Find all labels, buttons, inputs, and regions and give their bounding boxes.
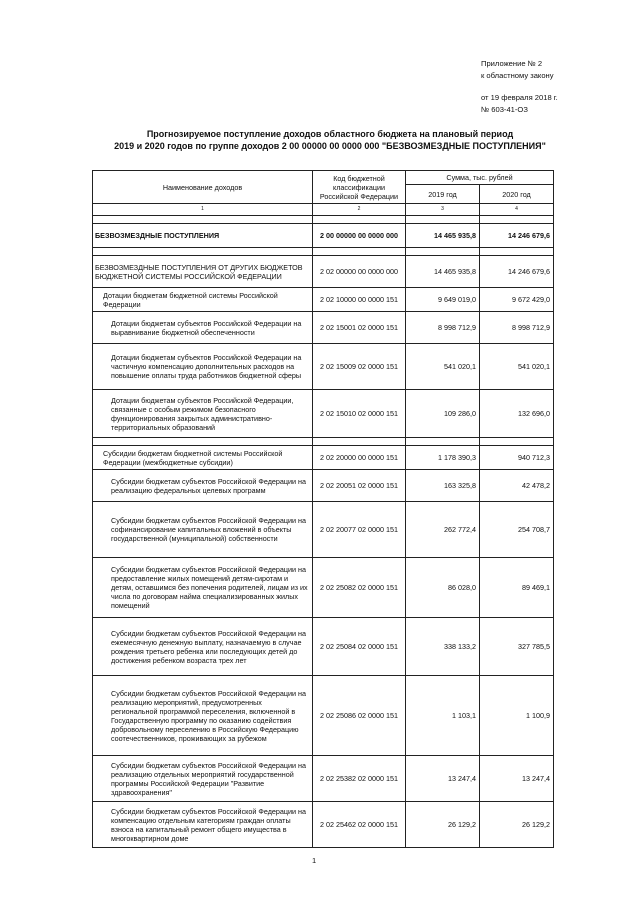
appendix-line: к областному закону xyxy=(481,70,554,80)
header-code: Код бюджетной классификации Российской Федерации xyxy=(313,171,406,204)
appendix-line: № 603-41-ОЗ xyxy=(481,104,528,114)
row-value-2019: 262 772,4 xyxy=(406,502,480,558)
row-code: 2 02 15001 02 0000 151 xyxy=(313,312,406,344)
table-row xyxy=(93,312,554,344)
row-code: 2 02 25382 02 0000 151 xyxy=(313,756,406,802)
row-code: 2 02 15010 02 0000 151 xyxy=(313,390,406,438)
header-name: Наименование доходов xyxy=(93,171,313,204)
row-code: 2 02 25082 02 0000 151 xyxy=(313,558,406,618)
page-number: 1 xyxy=(312,856,317,865)
row-name: Субсидии бюджетам субъектов Российской Федерации на реализацию мероприятий, предусмотренных региональной программой переселения, включенной в Государственную программу по оказанию содействия добровольному переселению в Российскую Федерацию соотечественников, проживающих за рубежом xyxy=(93,676,313,756)
table-row xyxy=(93,676,554,756)
row-code: 2 02 20077 02 0000 151 xyxy=(313,502,406,558)
row-name: Дотации бюджетам бюджетной системы Российской Федерации xyxy=(93,288,313,312)
row-value-2019: 163 325,8 xyxy=(406,470,480,502)
row-name: Субсидии бюджетам субъектов Российской Федерации на компенсацию отдельным категориям граждан оплаты взноса на капитальный ремонт общего имущества в многоквартирном доме xyxy=(93,802,313,848)
title-line: 2019 и 2020 годов по группе доходов 2 00 00000 00 0000 000 "БЕЗВОЗМЕЗДНЫЕ ПОСТУПЛЕНИЯ" xyxy=(114,141,546,151)
row-value-2020: 14 246 679,6 xyxy=(480,256,554,288)
table-row xyxy=(93,502,554,558)
appendix-line: Приложение № 2 xyxy=(481,59,543,68)
row-value-2019: 13 247,4 xyxy=(406,756,480,802)
row-code: 2 02 20000 00 0000 151 xyxy=(313,446,406,470)
row-name: Субсидии бюджетам субъектов Российской Федерации на предоставление жилых помещений детям-сиротам и детям, оставшимся без попечения родителей, лицам из их числа по договорам найма специализированных жилых помещений xyxy=(93,558,313,618)
header-2020: 2020 год xyxy=(480,185,554,204)
header-row xyxy=(93,171,554,185)
column-number: 1 xyxy=(93,204,313,216)
table-row xyxy=(93,390,554,438)
row-name: БЕЗВОЗМЕЗДНЫЕ ПОСТУПЛЕНИЯ ОТ ДРУГИХ БЮДЖЕТОВ БЮДЖЕТНОЙ СИСТЕМЫ РОССИЙСКОЙ ФЕДЕРАЦИИ xyxy=(93,256,313,288)
row-value-2019: 1 178 390,3 xyxy=(406,446,480,470)
column-number: 4 xyxy=(480,204,554,216)
row-value-2020: 1 100,9 xyxy=(480,676,554,756)
appendix-line: от 19 февраля 2018 г. xyxy=(481,93,558,102)
row-value-2019: 109 286,0 xyxy=(406,390,480,438)
row-name: Субсидии бюджетам бюджетной системы Российской Федерации (межбюджетные субсидии) xyxy=(93,446,313,470)
row-code: 2 00 00000 00 0000 000 xyxy=(313,224,406,248)
spacer-row xyxy=(93,248,554,256)
table-row xyxy=(93,224,554,248)
row-value-2019: 86 028,0 xyxy=(406,558,480,618)
row-value-2019: 26 129,2 xyxy=(406,802,480,848)
appendix-note xyxy=(481,58,558,115)
table-row xyxy=(93,344,554,390)
row-value-2019: 14 465 935,8 xyxy=(406,224,480,248)
column-number: 3 xyxy=(406,204,480,216)
row-value-2019: 1 103,1 xyxy=(406,676,480,756)
header-sum: Сумма, тыс. рублей xyxy=(406,171,554,185)
row-value-2020: 327 785,5 xyxy=(480,618,554,676)
row-code: 2 02 25084 02 0000 151 xyxy=(313,618,406,676)
table-row xyxy=(93,802,554,848)
spacer-row xyxy=(93,216,554,224)
row-value-2020: 14 246 679,6 xyxy=(480,224,554,248)
row-name: БЕЗВОЗМЕЗДНЫЕ ПОСТУПЛЕНИЯ xyxy=(93,224,313,248)
row-value-2019: 8 998 712,9 xyxy=(406,312,480,344)
row-code: 2 02 25086 02 0000 151 xyxy=(313,676,406,756)
row-value-2020: 9 672 429,0 xyxy=(480,288,554,312)
row-value-2020: 26 129,2 xyxy=(480,802,554,848)
row-value-2019: 541 020,1 xyxy=(406,344,480,390)
row-code: 2 02 00000 00 0000 000 xyxy=(313,256,406,288)
row-value-2020: 13 247,4 xyxy=(480,756,554,802)
row-value-2020: 541 020,1 xyxy=(480,344,554,390)
row-value-2019: 14 465 935,8 xyxy=(406,256,480,288)
row-value-2020: 940 712,3 xyxy=(480,446,554,470)
row-value-2020: 254 708,7 xyxy=(480,502,554,558)
table-row xyxy=(93,558,554,618)
row-name: Дотации бюджетам субъектов Российской Федерации, связанные с особым режимом безопасного функционирования закрытых административно-территориальных образований xyxy=(93,390,313,438)
row-name: Субсидии бюджетам субъектов Российской Федерации на реализацию отдельных мероприятий государственной программы Российской Федерации "Развитие здравоохранения" xyxy=(93,756,313,802)
row-name: Субсидии бюджетам субъектов Российской Федерации на софинансирование капитальных вложений в объекты государственной (муниципальной) собственности xyxy=(93,502,313,558)
row-value-2019: 9 649 019,0 xyxy=(406,288,480,312)
title-line: Прогнозируемое поступление доходов областного бюджета на плановый период xyxy=(146,129,514,139)
table-row xyxy=(93,470,554,502)
row-name: Дотации бюджетам субъектов Российской Федерации на выравнивание бюджетной обеспеченности xyxy=(93,312,313,344)
row-name: Субсидии бюджетам субъектов Российской Федерации на ежемесячную денежную выплату, назначаемую в случае рождения третьего ребенка или последующих детей до достижения ребенком возраста трех лет xyxy=(93,618,313,676)
row-value-2020: 132 696,0 xyxy=(480,390,554,438)
row-code: 2 02 20051 02 0000 151 xyxy=(313,470,406,502)
row-value-2020: 89 469,1 xyxy=(480,558,554,618)
table-row xyxy=(93,256,554,288)
document-title xyxy=(60,128,600,152)
row-name: Дотации бюджетам субъектов Российской Федерации на частичную компенсацию дополнительных расходов на повышение оплаты труда работников бюджетной сферы xyxy=(93,344,313,390)
table-row xyxy=(93,288,554,312)
spacer-row xyxy=(93,438,554,446)
table-row xyxy=(93,618,554,676)
row-value-2019: 338 133,2 xyxy=(406,618,480,676)
table-row xyxy=(93,446,554,470)
header-2019: 2019 год xyxy=(406,185,480,204)
row-code: 2 02 10000 00 0000 151 xyxy=(313,288,406,312)
row-value-2020: 8 998 712,9 xyxy=(480,312,554,344)
column-number-row xyxy=(93,204,554,216)
row-value-2020: 42 478,2 xyxy=(480,470,554,502)
row-code: 2 02 15009 02 0000 151 xyxy=(313,344,406,390)
column-number: 2 xyxy=(313,204,406,216)
table-row xyxy=(93,756,554,802)
row-name: Субсидии бюджетам субъектов Российской Федерации на реализацию федеральных целевых программ xyxy=(93,470,313,502)
row-code: 2 02 25462 02 0000 151 xyxy=(313,802,406,848)
revenue-table xyxy=(92,170,554,848)
